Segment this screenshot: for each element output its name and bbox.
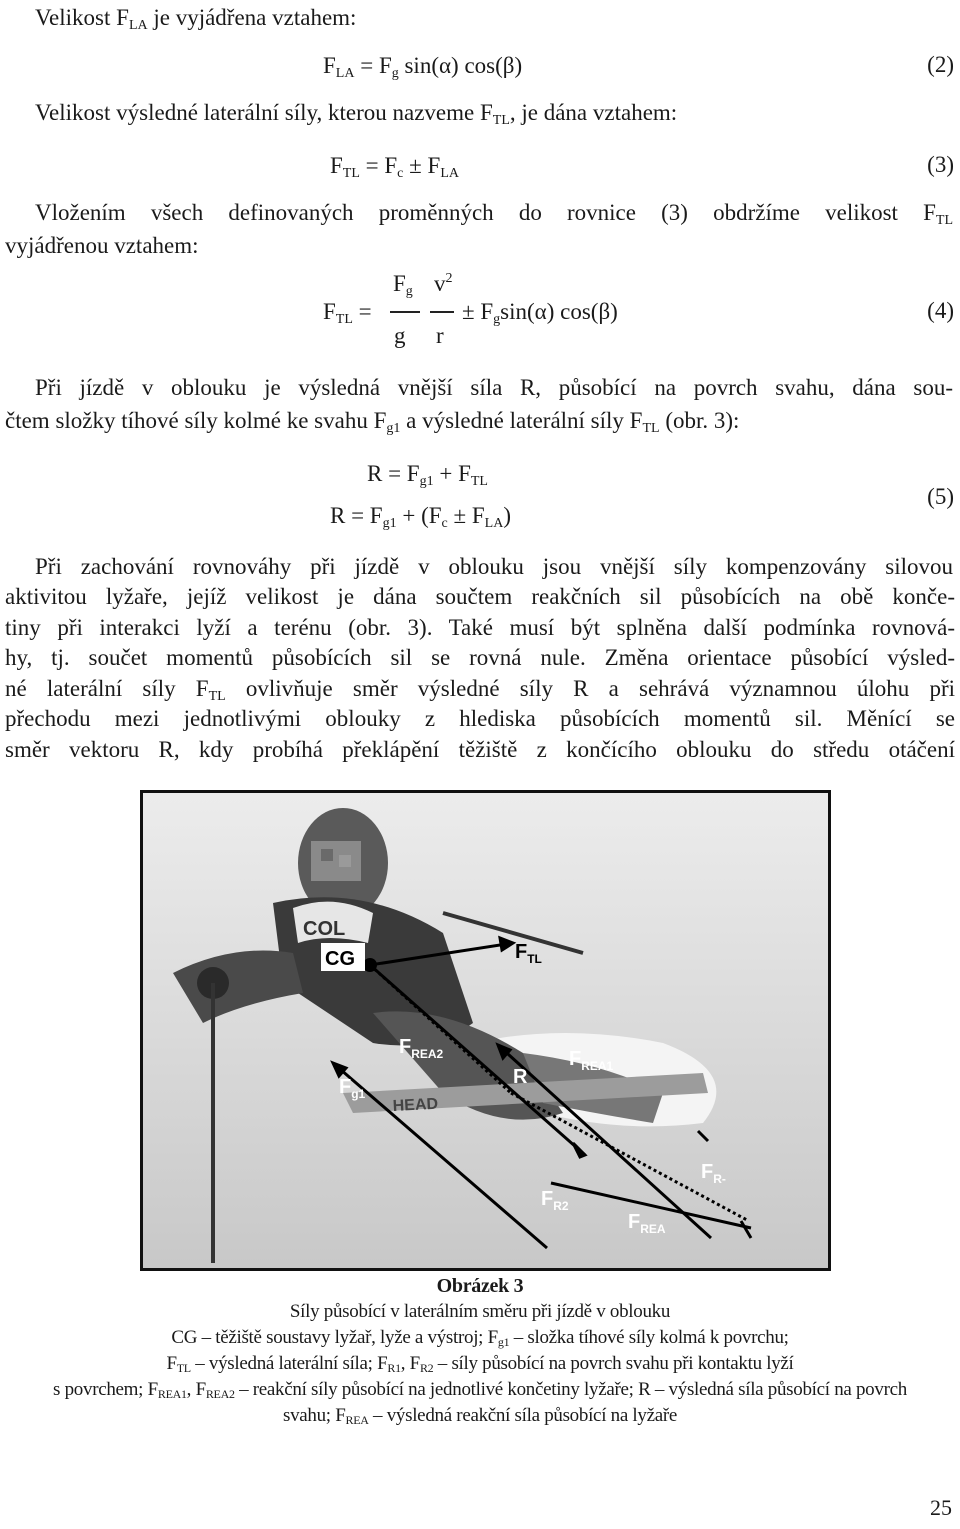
para-2: Velikost výsledné laterální síly, kterou nazveme $F_{TL}$, je dána vztahem: bbox=[35, 100, 678, 128]
equation-2-number: (2) bbox=[927, 52, 954, 77]
eq4-den1: g bbox=[394, 323, 406, 348]
figure-caption-title: Obrázek 3 bbox=[436, 1275, 524, 1297]
figure-caption-line-5: svahu; $F_{REA}$ – výsledná reakční síla působící na lyžaře bbox=[282, 1405, 678, 1427]
bib-text: COL bbox=[303, 918, 346, 940]
para-5-line-4: hy, tj. součet momentů působících sil se rovná nule. Změna orientace působící výsled- bbox=[5, 645, 955, 670]
equation-5-number: (5) bbox=[927, 484, 954, 509]
figure-caption-line-2: CG – těžiště soustavy lyžař, lyže a výstroj; $F_{g1}$ – složka tíhové síly kolmá k povrchu; bbox=[171, 1327, 789, 1349]
eq4-num1: $F_g$ bbox=[393, 271, 413, 299]
figure-3-illustration bbox=[143, 793, 828, 1268]
eq4-rhs: ± $F_g\sin(\alpha)$ cos(β) bbox=[462, 299, 618, 327]
label-frea1: $F_{REA1}$ bbox=[569, 1048, 614, 1073]
equation-5-row-1: $R = F_{g1} + F_{TL}$ bbox=[367, 461, 488, 489]
para-5-line-7: směr vektoru R, kdy probíhá překlápění těžiště z končícího oblouku do středu otáčení bbox=[5, 737, 955, 762]
label-r: R bbox=[513, 1066, 528, 1088]
blurred-face bbox=[311, 841, 361, 881]
label-cg: CG bbox=[325, 948, 355, 970]
label-fr2: $F_{R2}$ bbox=[541, 1188, 569, 1213]
para-4-line-1: Při jízdě v oblouku je výsledná vnější síla R, působící na povrch svahu, dána sou- bbox=[35, 375, 953, 400]
para-1: Velikost $F_{LA}$ je vyjádřena vztahem: bbox=[35, 5, 357, 33]
para-5-line-5: né laterální síly $F_{TL}$ ovlivňuje směr výsledné síly R a sehrává významnou úlohu při bbox=[5, 676, 956, 704]
page-number: 25 bbox=[930, 1495, 952, 1520]
label-fr1: $F_{R-}$ bbox=[701, 1161, 726, 1186]
para-4-line-2: čtem složky tíhové síly kolmé ke svahu $F_{g1}$ a výsledné laterální síly $F_{TL}$ (obr. 3): bbox=[5, 408, 740, 436]
eq4-den2: r bbox=[436, 323, 444, 348]
equation-3-number: (3) bbox=[927, 152, 954, 177]
para-3-line-1: Vložením všech definovaných proměnných do rovnice (3) obdržíme velikost $F_{TL}$ bbox=[35, 200, 953, 228]
eq4-frac-bar-2 bbox=[430, 311, 454, 313]
label-frea: $F_{REA}$ bbox=[628, 1211, 666, 1236]
equation-4-number: (4) bbox=[927, 298, 954, 323]
figure-caption-line-3: $F_{TL}$ – výsledná laterální síla; $F_{R1}$, $F_{R2}$ – síly působící na povrch svahu při kontaktu lyží bbox=[166, 1353, 794, 1375]
eq4-lhs: $F_{TL}$ = bbox=[323, 299, 372, 327]
para-5-line-2: aktivitou lyžaře, jejíž velikost je dána součtem reakčních sil působících na obě konče- bbox=[5, 584, 955, 609]
para-5-line-1: Při zachování rovnováhy při jízdě v oblouku jsou vnější síly kompenzovány silovou bbox=[35, 554, 953, 579]
label-frea2: $F_{REA2}$ bbox=[399, 1036, 444, 1061]
equation-3: $F_{TL} = F_c \pm F_{LA}$ bbox=[330, 153, 459, 181]
para-5-line-6: přechodu mezi jednotlivými oblouky z hlediska působících momentů sil. Měnící se bbox=[5, 706, 955, 731]
label-fg1: $F_{g1}$ bbox=[339, 1076, 366, 1101]
para-5-line-3: tiny při interakci lyží a terénu (obr. 3). Také musí být splněna další podmínka rovnová- bbox=[5, 615, 955, 640]
face-pixel bbox=[339, 855, 351, 867]
para-3-line-2: vyjádřenou vztahem: bbox=[5, 233, 199, 258]
equation-2: $F_{LA} = F_g$ sin(α) cos(β) bbox=[323, 53, 523, 81]
ski-text: HEAD bbox=[392, 1095, 439, 1115]
figure-caption-line-1: Síly působící v laterálním směru při jízdě v oblouku bbox=[289, 1301, 671, 1322]
face-pixel bbox=[321, 849, 333, 861]
figure-3-frame bbox=[140, 790, 831, 1271]
center-of-gravity-point bbox=[363, 958, 377, 972]
equation-5-row-2: $R = F_{g1} + (F_c \pm F_{LA})$ bbox=[330, 503, 512, 531]
eq4-num2: $v^2$ bbox=[434, 271, 453, 296]
eq4-frac-bar-1 bbox=[390, 311, 420, 313]
label-ftl: $F_{TL}$ bbox=[515, 941, 542, 966]
figure-caption-line-4: s povrchem; $F_{REA1}$, $F_{REA2}$ – reakční síly působící na jednotlivé končetiny lyžaře; R – výsledná síla působící na povrch bbox=[53, 1379, 907, 1401]
